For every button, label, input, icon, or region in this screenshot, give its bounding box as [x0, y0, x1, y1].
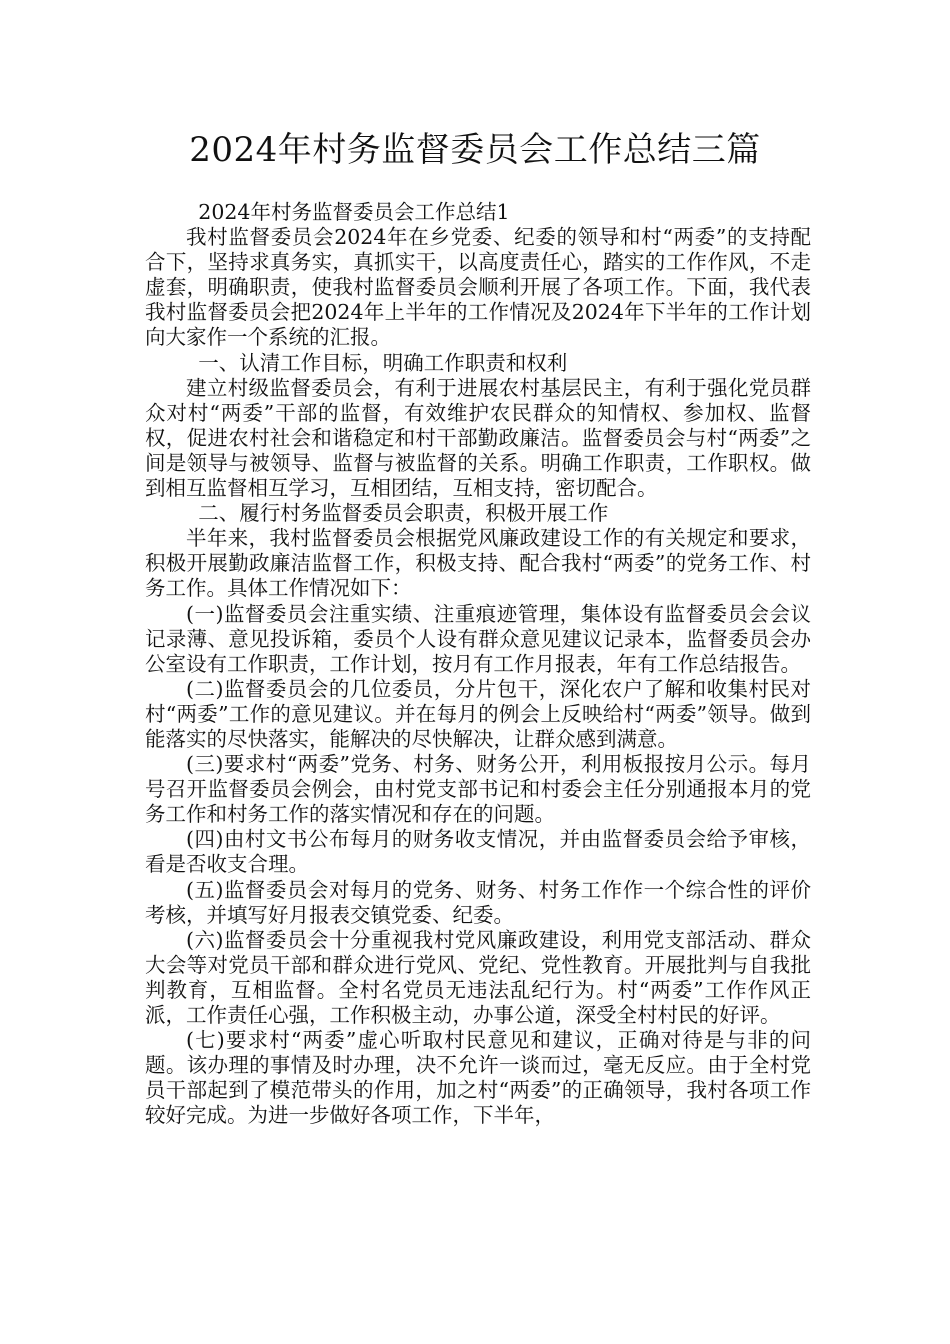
paragraph-section-one: 建立村级监督委员会，有利于进展农村基层民主，有利于强化党员群众对村“两委”干部的监督，有效维护农民群众的知情权、参加权、监督权，促进农村社会和谐稳定和村干部勤政廉洁。监督委员会与村“两委”之间是领导与被领导、监督与被监督的关系。明确工作职责，工作职权。做到相互监督相互学习，互相团结，互相支持，密切配合。: [145, 375, 811, 501]
paragraph-item-2: (二)监督委员会的几位委员，分片包干，深化农户了解和收集村民对村“两委”工作的意见建议。并在每月的例会上反映给村“两委”领导。做到能落实的尽快落实，能解决的尽快解决，让群众感到满意。: [145, 676, 811, 751]
document-body: [145, 200, 811, 1128]
document-title: 2024年村务监督委员会工作总结三篇: [189, 130, 761, 170]
paragraph-intro: 我村监督委员会2024年在乡党委、纪委的领导和村“两委”的支持配合下，坚持求真务实，真抓实干，以高度责任心，踏实的工作作风，不走虚套，明确职责，使我村监督委员会顺利开展了各项工作。下面，我代表我村监督委员会把2024年上半年的工作情况及2024年下半年的工作计划向大家作一个系统的汇报。: [145, 225, 811, 350]
paragraph-item-5: (五)监督委员会对每月的党务、财务、村务工作作一个综合性的评价考核，并填写好月报表交镇党委、纪委。: [145, 877, 811, 927]
paragraph-item-3: (三)要求村“两委”党务、村务、财务公开，利用板报按月公示。每月号召开监督委员会例会，由村党支部书记和村委会主任分别通报本月的党务工作和村务工作的落实情况和存在的问题。: [145, 752, 811, 827]
heading-section-two: 二、履行村务监督委员会职责，积极开展工作: [198, 501, 609, 526]
paragraph-item-1: (一)监督委员会注重实绩、注重痕迹管理，集体设有监督委员会会议记录薄、意见投诉箱，委员个人设有群众意见建议记录本，监督委员会办公室设有工作职责，工作计划，按月有工作月报表，年有工作总结报告。: [145, 601, 811, 676]
paragraph-item-4: (四)由村文书公布每月的财务收支情况，并由监督委员会给予审核，看是否收支合理。: [145, 827, 811, 877]
heading-section-one: 一、认清工作目标，明确工作职责和权利: [198, 350, 568, 375]
paragraph-section-two: 半年来，我村监督委员会根据党风廉政建设工作的有关规定和要求，积极开展勤政廉洁监督工作，积极支持、配合我村“两委”的党务工作、村务工作。具体工作情况如下：: [145, 526, 811, 601]
paragraph-item-7: (七)要求村“两委”虚心听取村民意见和建议，正确对待是与非的问题。该办理的事情及时办理，决不允许一谈而过，毫无反应。由于全村党员干部起到了模范带头的作用，加之村“两委”的正确领导，我村各项工作较好完成。为进一步做好各项工作，下半年，: [145, 1028, 811, 1128]
paragraph-item-6: (六)监督委员会十分重视我村党风廉政建设，利用党支部活动、群众大会等对党员干部和群众进行党风、党纪、党性教育。开展批判与自我批判教育，互相监督。全村名党员无违法乱纪行为。村“两委”工作作风正派，工作责任心强，工作积极主动，办事公道，深受全村村民的好评。: [145, 927, 811, 1027]
section-subtitle: 2024年村务监督委员会工作总结1: [198, 200, 510, 224]
